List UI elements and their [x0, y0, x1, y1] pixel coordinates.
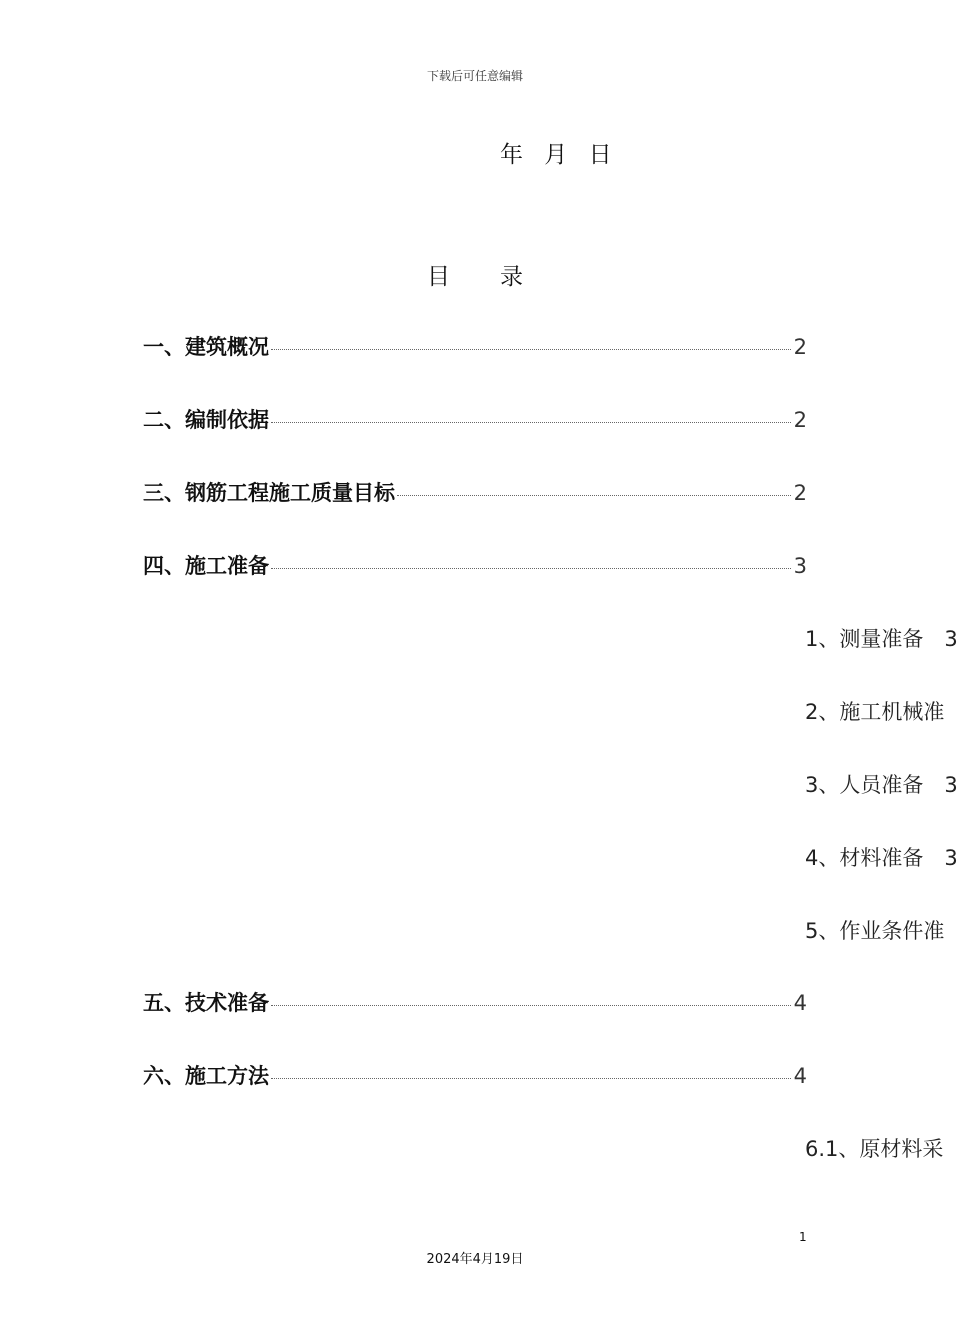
- toc-sub-entry-page: 3: [944, 627, 958, 651]
- toc-entry-page: 4: [793, 1064, 807, 1088]
- toc-sub-entry-label: 1、测量准备: [805, 627, 924, 651]
- toc-entry-label: 一、建筑概况: [143, 335, 269, 359]
- toc-leader-dots: [271, 568, 791, 569]
- toc-sub-entry[interactable]: [805, 623, 958, 653]
- toc-entry-label: 五、技术准备: [143, 991, 269, 1015]
- toc-entry-label: 六、施工方法: [143, 1064, 269, 1088]
- toc-leader-dots: [271, 1005, 791, 1006]
- toc-sub-entry-label: 4、材料准备: [805, 846, 924, 870]
- toc-sub-entry-label: 6.1、原材料采: [805, 1137, 944, 1161]
- toc-entry[interactable]: [143, 987, 807, 1017]
- toc-entry[interactable]: [143, 331, 807, 361]
- toc-entry[interactable]: [143, 404, 807, 434]
- toc-leader-dots: [271, 1078, 791, 1079]
- toc-entry[interactable]: [143, 550, 807, 580]
- toc-sub-entry[interactable]: [805, 696, 944, 726]
- toc-entry-page: 4: [793, 991, 807, 1015]
- page-number: 1: [799, 1230, 807, 1244]
- date-placeholder-line: 年 月 日: [500, 142, 614, 168]
- toc-entry[interactable]: [143, 1060, 807, 1090]
- toc-entry[interactable]: [143, 477, 807, 507]
- toc-title-char: 目: [427, 264, 450, 290]
- toc-title: [0, 258, 950, 291]
- toc-entry-page: 2: [793, 335, 807, 359]
- toc-sub-entry-label: 5、作业条件准: [805, 919, 945, 943]
- toc-entry-label: 二、编制依据: [143, 408, 269, 432]
- toc-sub-entry[interactable]: [805, 1133, 943, 1163]
- toc-leader-dots: [271, 349, 791, 350]
- toc-entry-page: 2: [793, 408, 807, 432]
- toc-sub-entry-label: 2、施工机械准: [805, 700, 945, 724]
- toc-sub-entry-page: 3: [944, 773, 958, 797]
- header-note: 下载后可任意编辑: [426, 69, 523, 83]
- toc-sub-entry[interactable]: [805, 842, 958, 872]
- toc-sub-entry[interactable]: [805, 915, 944, 945]
- toc-leader-dots: [271, 422, 791, 423]
- toc-sub-entry-page: 3: [944, 846, 958, 870]
- toc-entry-label: 四、施工准备: [143, 554, 269, 578]
- toc-entry-page: 2: [793, 481, 807, 505]
- footer-date: 2024年4月19日: [426, 1252, 524, 1267]
- toc-entry-page: 3: [793, 554, 807, 578]
- toc-sub-entry-label: 3、人员准备: [805, 773, 924, 797]
- toc-title-char: 录: [500, 264, 523, 290]
- toc-sub-entry[interactable]: [805, 769, 958, 799]
- toc-leader-dots: [397, 495, 791, 496]
- toc-entry-label: 三、钢筋工程施工质量目标: [143, 481, 395, 505]
